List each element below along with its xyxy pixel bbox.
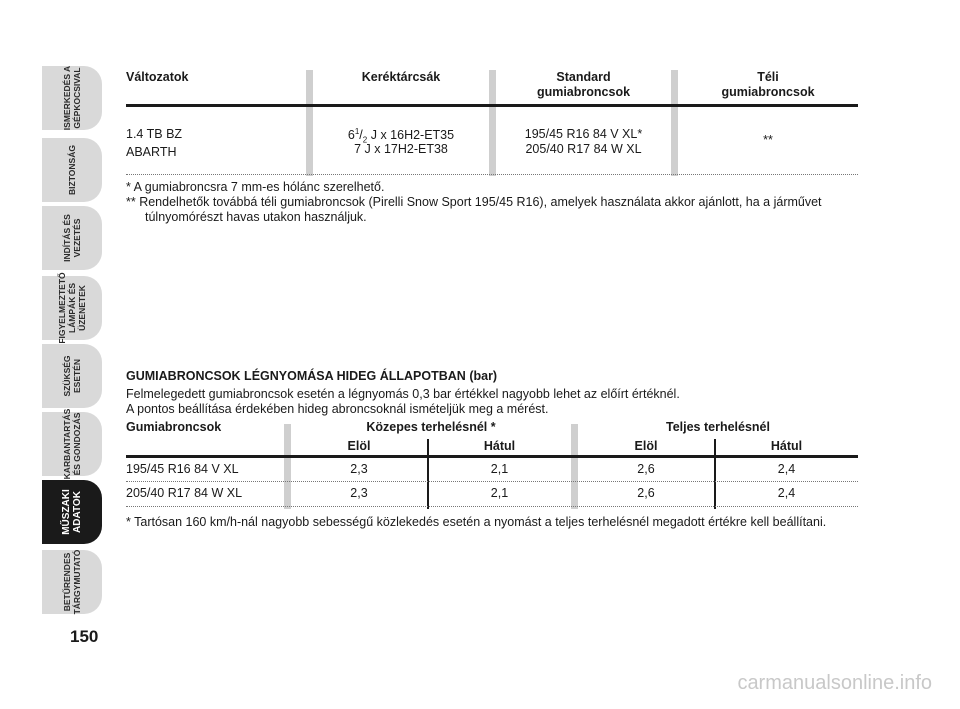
sidebar-tab-starting-driving[interactable]	[42, 206, 102, 270]
sidebar-tab-label: MŰSZAKI ADATOK	[61, 489, 83, 535]
standard-tyre-l2: 205/40 R17 84 W XL	[525, 142, 642, 156]
pressure-intro-l2: A pontos beállítása érdekében hideg abroncsoknál ismételjük meg a mérést.	[126, 402, 549, 416]
table-row-tyre: 205/40 R17 84 W XL	[126, 486, 243, 500]
column-separator	[489, 70, 496, 176]
table-cell: 2,6	[637, 462, 655, 476]
sidebar-tab-label: ISMERKEDÉS A GÉPKOCSIVAL	[62, 65, 82, 131]
version-l1: 1.4 TB BZ	[126, 127, 183, 141]
pressure-footnote: * Tartósan 160 km/h-nál nagyobb sebességű közlekedés esetén a nyomást a teljes terhelésnél megadott értékre kell beállítani.	[126, 515, 827, 529]
sidebar-tab-technical-data[interactable]	[42, 480, 102, 544]
sidebar-tab-index[interactable]	[42, 550, 102, 614]
header-tyres: Gumiabroncsok	[126, 420, 222, 434]
sidebar-tab-label: INDÍTÁS ÉS VEZETÉS	[62, 214, 82, 262]
column-separator	[671, 70, 678, 176]
table-cell: 2,3	[350, 486, 368, 500]
rim-l2: 7 J x 17H2-ET38	[354, 142, 448, 156]
header-rear: Hátul	[483, 439, 516, 453]
sidebar-tab-getting-to-know[interactable]	[42, 66, 102, 130]
pressure-title: GUMIABRONCSOK LÉGNYOMÁSA HIDEG ÁLLAPOTBAN (bar)	[126, 369, 498, 383]
table-cell: 2,1	[490, 462, 509, 476]
note-1: * A gumiabroncsra 7 mm-es hólánc szerelhető.	[126, 180, 385, 194]
pressure-intro-l1: Felmelegedett gumiabroncsok esetén a légnyomás 0,3 bar értékkel nagyobb lehet az előírt értéknél.	[126, 387, 680, 401]
standard-tyre-l1: 195/45 R16 84 V XL*	[524, 127, 643, 141]
note-2-l2: túlnyomórészt havas utakon használjuk.	[145, 210, 367, 224]
column-separator	[571, 424, 578, 509]
column-separator	[284, 424, 291, 509]
sidebar-tab-maintenance[interactable]	[42, 408, 102, 480]
winter-tyre: **	[763, 133, 773, 147]
header-standard-l1: Standard	[556, 70, 611, 84]
header-full-load: Teljes terhelésnél	[666, 420, 770, 434]
row-divider	[126, 506, 858, 507]
sidebar-tab-label: FIGYELMEZTETŐ LÁMPÁK ÉS ÜZENETEK	[57, 272, 87, 344]
row-divider	[126, 481, 858, 482]
sidebar-tab-label: KARBANTARTÁS ÉS GONDOZÁS	[62, 408, 82, 480]
table-cell: 2,1	[490, 486, 509, 500]
header-medium-load: Közepes terhelésnél *	[366, 420, 496, 434]
page-number: 150	[70, 627, 99, 646]
header-front-full: Elöl	[634, 439, 658, 453]
table-row-tyre: 195/45 R16 84 V XL	[126, 462, 239, 476]
header-winter-l1: Téli	[757, 70, 779, 84]
rim-l1: $6^1/_2$ J x 16H2-ET35	[347, 127, 455, 145]
header-standard-l2: gumiabroncsok	[536, 85, 631, 99]
header-rims: Keréktárcsák	[361, 70, 441, 84]
header-rule	[126, 104, 858, 107]
table-cell: 2,4	[777, 462, 796, 476]
watermark: carmanualsonline.info	[737, 672, 932, 694]
header-rule	[126, 455, 858, 458]
sidebar-tab-label: BIZTONSÁG	[67, 145, 77, 195]
sidebar-tab-label: BETŰRENDES TÁRGYMUTATÓ	[62, 549, 82, 615]
header-versions: Változatok	[126, 70, 189, 84]
sidebar-tab-warning-lights[interactable]	[42, 272, 102, 344]
header-front: Elöl	[347, 439, 371, 453]
table-cell: 2,3	[350, 462, 368, 476]
header-winter-l2: gumiabroncsok	[721, 85, 815, 99]
table-cell: 2,4	[777, 486, 796, 500]
sidebar-tab-safety[interactable]	[42, 138, 102, 202]
version-l2: ABARTH	[126, 145, 177, 159]
sidebar-tab-emergency[interactable]	[42, 344, 102, 408]
sidebar-tab-label: SZÜKSÉG ESETÉN	[62, 355, 82, 397]
table-cell: 2,6	[637, 486, 655, 500]
header-rear-full: Hátul	[770, 439, 803, 453]
note-2-l1: ** Rendelhetők továbbá téli gumiabroncsok (Pirelli Snow Sport 195/45 R16), amelyek használata akkor ajánlott, ha a járművet	[126, 195, 822, 209]
column-separator	[306, 70, 313, 176]
row-divider	[126, 174, 858, 175]
